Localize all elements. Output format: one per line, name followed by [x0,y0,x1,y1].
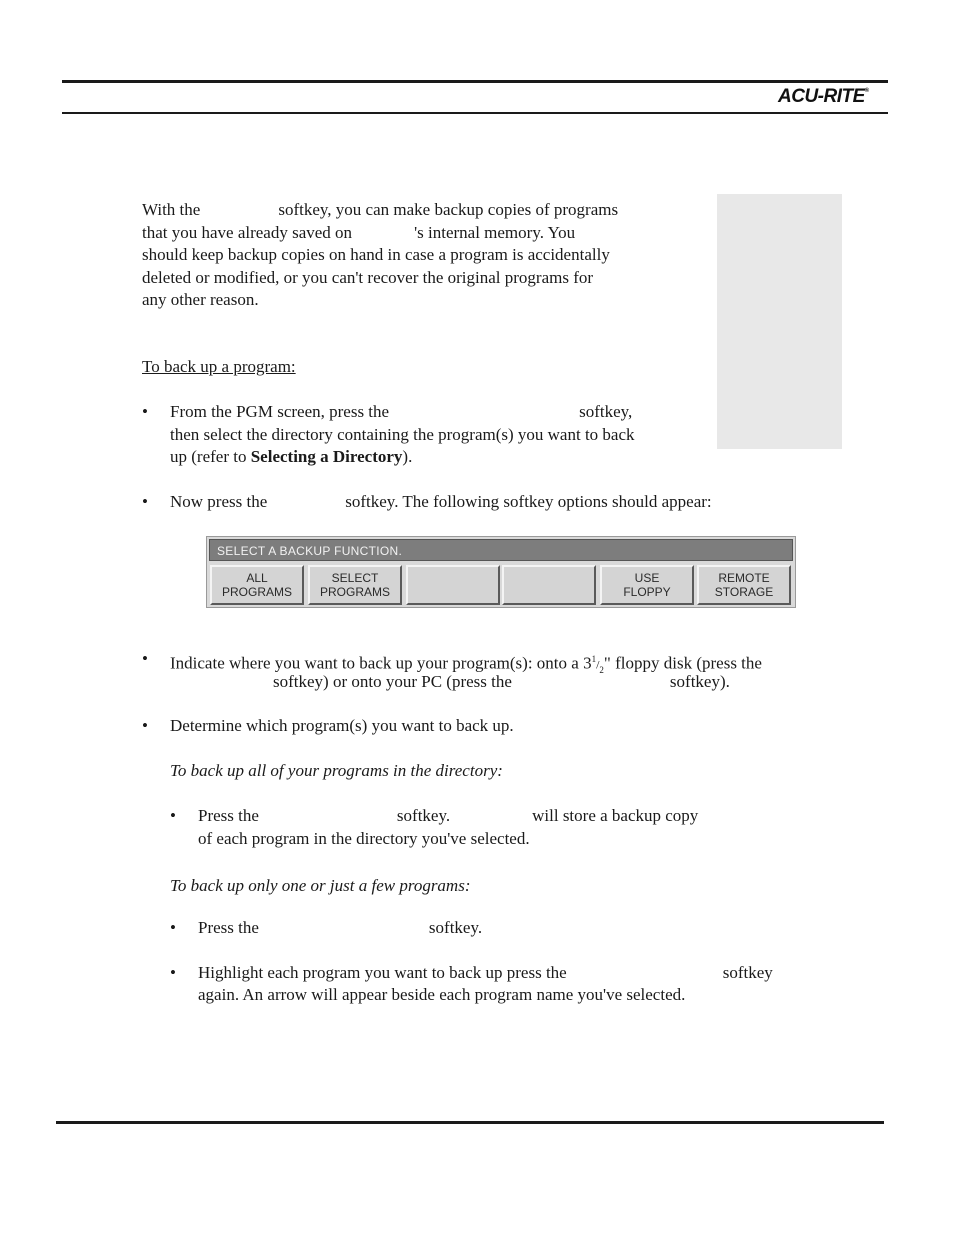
bullet: • [142,402,148,421]
intro-line-4: deleted or modified, or you can't recover the original programs for [142,268,594,287]
few-step2-line-2: again. An arrow will appear beside each program name you've selected. [198,985,686,1004]
sidebar-note-box [717,194,842,449]
step4-line: Determine which program(s) you want to back up. [170,716,514,735]
header-bottom-rule [62,112,888,114]
select-programs-softkey[interactable]: SELECT PROGRAMS [308,565,402,605]
few-programs-heading: To back up only one or just a few programs: [170,876,471,895]
use-floppy-softkey[interactable]: USE FLOPPY [600,565,694,605]
acu-rite-logo: ACU-RITE® [778,86,869,107]
intro-line-1: With the softkey, you can make backup copies of programs [142,200,619,219]
bullet: • [170,963,176,982]
backup-softkey-panel [206,536,796,608]
all-programs-softkey[interactable]: ALL PROGRAMS [210,565,304,605]
step2-line: Now press the softkey. The following softkey options should appear: [170,492,712,511]
step3-line-1: Indicate where you want to back up your program(s): onto a $3^1/_2$" floppy disk (press the [170,653,762,676]
selecting-directory-ref: Selecting a Directory [250,447,403,466]
bullet: • [142,716,148,735]
header-top-rule [62,80,888,83]
blank-softkey-3[interactable] [406,565,500,605]
remote-storage-softkey[interactable]: REMOTE STORAGE [697,565,791,605]
panel-title: SELECT A BACKUP FUNCTION. [217,544,403,558]
step3-line-2: softkey) or onto your PC (press the softkey). [273,672,730,691]
panel-title-bar [209,539,793,561]
all-step-line-2: of each program in the directory you've selected. [198,829,530,848]
step1-line-2: then select the directory containing the program(s) you want to back [170,425,635,444]
step1-line-1: From the PGM screen, press the softkey, [170,402,633,421]
intro-line-2: that you have already saved on 's internal memory. You [142,223,576,242]
footer-rule [56,1121,884,1124]
intro-line-3: should keep backup copies on hand in case a program is accidentally [142,245,610,264]
step1-line-3: up (refer to Selecting a Directory). [170,447,413,466]
bullet: • [142,649,148,668]
all-step-line-1: Press the softkey. will store a backup copy [198,806,699,825]
all-programs-heading: To back up all of your programs in the directory: [170,761,503,780]
few-step2-line-1: Highlight each program you want to back up press the softkey [198,963,773,982]
intro-line-5: any other reason. [142,290,259,309]
procedure-heading: To back up a program: [142,357,296,376]
few-step1-line: Press the softkey. [198,918,483,937]
bullet: • [170,918,176,937]
bullet: • [142,492,148,511]
blank-softkey-4[interactable] [502,565,596,605]
bullet: • [170,806,176,825]
